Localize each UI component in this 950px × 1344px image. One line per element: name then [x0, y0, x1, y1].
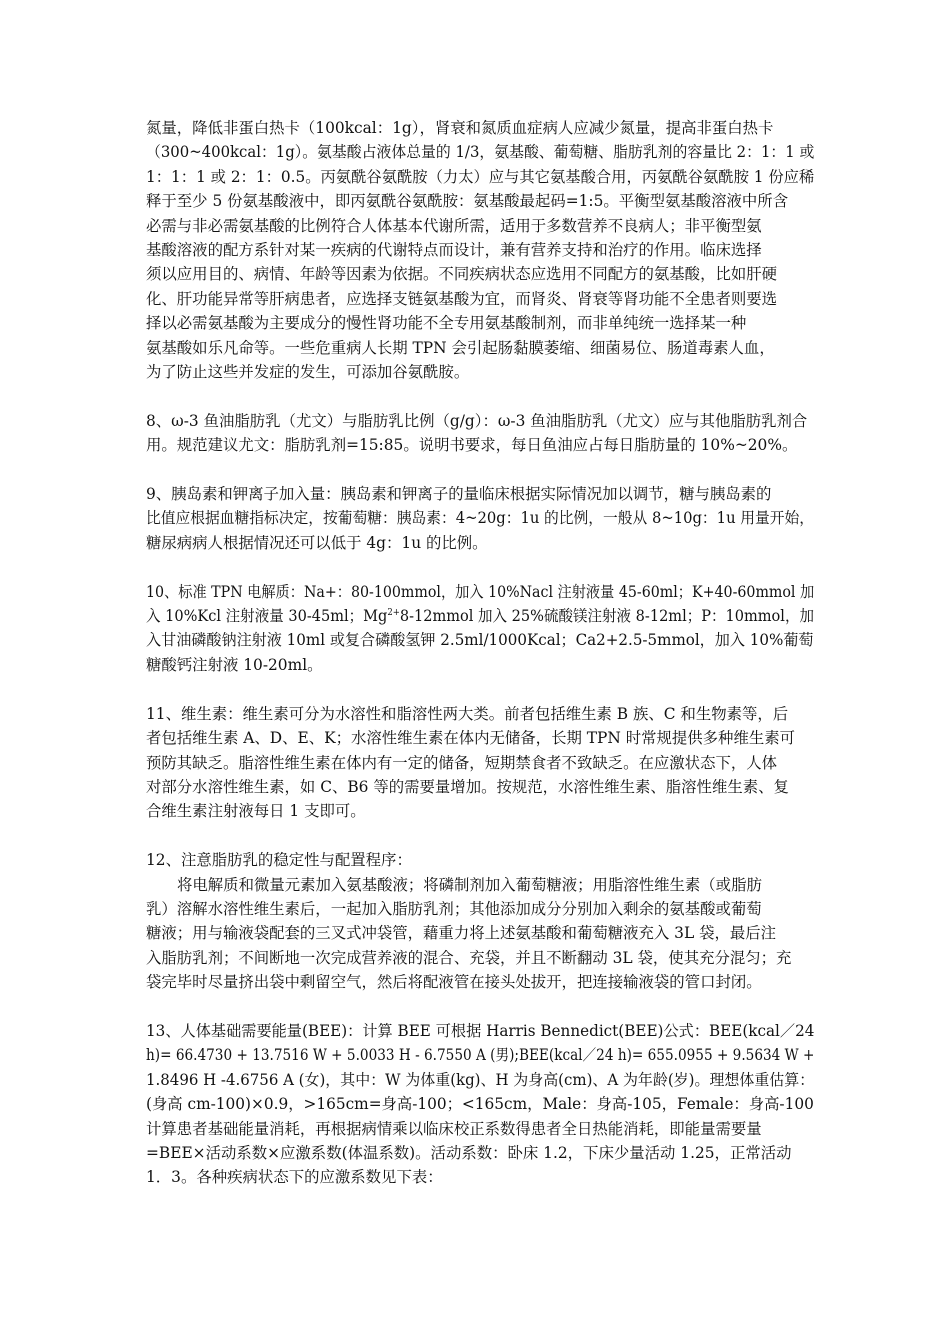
- text-line: 入脂肪乳剂；不间断地一次完成营养液的混合、充袋，并且不断翻动 3L 袋，使其充分混匀；充: [146, 948, 792, 967]
- text-line: 释于至少 5 份氨基酸液中，即丙氨酰谷氨酰胺：氨基酸最起码=1:5。平衡型氨基酸溶液中所含: [146, 192, 789, 211]
- paragraph-bee: [146, 1019, 814, 1190]
- text-line: 比值应根据血糖指标决定，按葡萄糖：胰岛素：4~20g：1u 的比例，一般从 8~10g：1u 用量开始，: [146, 509, 815, 528]
- text-line: 须以应用目的、病情、年龄等因素为依据。不同疾病状态应选用不同配方的氨基酸，比如肝硬: [146, 265, 778, 284]
- text-line: 1．3。各种疾病状态下的应激系数见下表：: [146, 1168, 443, 1187]
- text-line: 预防其缺乏。脂溶性维生素在体内有一定的储备，短期禁食者不致缺乏。在应激状态下，人体: [146, 753, 778, 772]
- paragraph-amino-acid: [146, 116, 814, 384]
- text-line: 用。规范建议尤文：脂肪乳剂=15:85。说明书要求，每日鱼油应占每日脂肪量的 10%~20%。: [146, 436, 798, 455]
- text-line: 8、ω-3 鱼油脂肪乳（尤文）与脂肪乳比例（g/g）：ω-3 鱼油脂肪乳（尤文）应与其他脂肪乳剂合: [146, 411, 808, 430]
- text-line: 13、人体基础需要能量(BEE)：计算 BEE 可根据 Harris Bennedict(BEE)公式：BEE(kcal／24: [146, 1021, 815, 1040]
- text-line: 10、标准 TPN 电解质：Na+：80-100mmol，加入 10%Nacl 注射液量 45-60ml；K+40-60mmol 加: [146, 582, 815, 601]
- text-line: 基酸溶液的配方系针对某一疾病的代谢特点而设计，兼有营养支持和治疗的作用。临床选择: [146, 241, 762, 260]
- text-line: 袋完毕时尽量挤出袋中剩留空气，然后将配液管在接头处拔开，把连接输液袋的管口封闭。: [146, 973, 762, 992]
- text-line: 12、注意脂肪乳的稳定性与配置程序：: [146, 851, 412, 870]
- text-line: 1.8496 H -4.6756 A (女)，其中：W 为体重(kg)、H 为身高(cm)、A 为年龄(岁)。理想体重估算：: [146, 1070, 815, 1089]
- text-segment: 入 10%Kcl 注射液量 30-45ml；Mg: [146, 607, 388, 626]
- text-line: （300~400kcal：1g）。氨基酸占液体总量的 1/3，氨基酸、葡萄糖、脂肪乳剂的容量比 2：1：1 或: [146, 143, 815, 162]
- text-line: =BEE×活动系数×应激系数(体温系数)。活动系数：卧床 1.2，下床少量活动 1.25，正常活动: [146, 1143, 792, 1162]
- paragraph-fat-emulsion-procedure: [146, 848, 814, 994]
- text-line: [146, 604, 814, 628]
- text-line: 将电解质和微量元素加入氨基酸液；将磷制剂加入葡萄糖液；用脂溶性维生素（或脂肪: [177, 875, 762, 894]
- text-line: 1：1：1 或 2：1：0.5。丙氨酰谷氨酰胺（力太）应与其它氨基酸合用，丙氨酰谷氨酰胺 1 份应稀: [146, 167, 815, 186]
- text-line: h)= 66.4730 + 13.7516 W + 5.0033 H - 6.7550 A (男);BEE(kcal／24 h)= 655.0955 + 9.5634 W +: [146, 1046, 815, 1065]
- superscript: 2+: [387, 607, 400, 618]
- text-line: 糖液；用与输液袋配套的三叉式冲袋管，藉重力将上述氨基酸和葡萄糖液充入 3L 袋，最后注: [146, 924, 777, 943]
- text-line: 计算患者基础能量消耗，再根据病情乘以临床校正系数得患者全日热能消耗，即能量需要量: [146, 1119, 762, 1138]
- text-line: 合维生素注射液每日 1 支即可。: [146, 802, 366, 821]
- text-line: 择以必需氨基酸为主要成分的慢性肾功能不全专用氨基酸制剂，而非单纯统一选择某一种: [146, 314, 747, 333]
- text-line: 糖尿病病人根据情况还可以低于 4g：1u 的比例。: [146, 533, 488, 552]
- text-line: 氨基酸如乐凡命等。一些危重病人长期 TPN 会引起肠黏膜萎缩、细菌易位、肠道毒素人血，: [146, 338, 775, 357]
- text-line: 对部分水溶性维生素，如 C、B6 等的需要量增加。按规范，水溶性维生素、脂溶性维生素、复: [146, 777, 789, 796]
- text-line: 必需与非必需氨基酸的比例符合人体基本代谢所需，适用于多数营养不良病人；非平衡型氨: [146, 216, 762, 235]
- text-line: (身高 cm-100)×0.9，>165cm=身高-100；<165cm，Male：身高-105，Female：身高-100: [146, 1095, 814, 1114]
- text-line: 氮量，降低非蛋白热卡（100kcal：1g），肾衰和氮质血症病人应减少氮量，提高非蛋白热卡: [146, 119, 774, 137]
- text-line: 9、胰岛素和钾离子加入量：胰岛素和钾离子的量临床根据实际情况加以调节，糖与胰岛素的: [146, 485, 772, 504]
- paragraph-vitamins: [146, 702, 814, 824]
- text-line: 乳）溶解水溶性维生素后，一起加入脂肪乳剂；其他添加成分分别加入剩余的氨基酸或葡萄: [146, 899, 762, 918]
- paragraph-insulin-potassium: [146, 482, 814, 555]
- text-line: 糖酸钙注射液 10-20ml。: [146, 655, 323, 674]
- text-line: 为了防止这些并发症的发生，可添加谷氨酰胺。: [146, 363, 470, 382]
- paragraph-fish-oil: [146, 409, 814, 458]
- text-line: 化、肝功能异常等肝病患者，应选择支链氨基酸为宜，而肾炎、肾衰等肾功能不全患者则要选: [146, 289, 778, 308]
- text-line: 入甘油磷酸钠注射液 10ml 或复合磷酸氢钾 2.5ml/1000Kcal；Ca2+2.5-5mmol，加入 10%葡萄: [146, 631, 814, 650]
- paragraph-electrolytes: [146, 580, 814, 678]
- text-line: 者包括维生素 A、D、E、K；水溶性维生素在体内无储备，长期 TPN 时常规提供多种维生素可: [146, 729, 796, 748]
- text-segment: 8-12mmol 加入 25%硫酸镁注射液 8-12ml；P：10mmol，加: [399, 607, 814, 626]
- document-body: [146, 116, 814, 1190]
- text-line: 11、维生素：维生素可分为水溶性和脂溶性两大类。前者包括维生素 B 族、C 和生物素等，后: [146, 704, 789, 723]
